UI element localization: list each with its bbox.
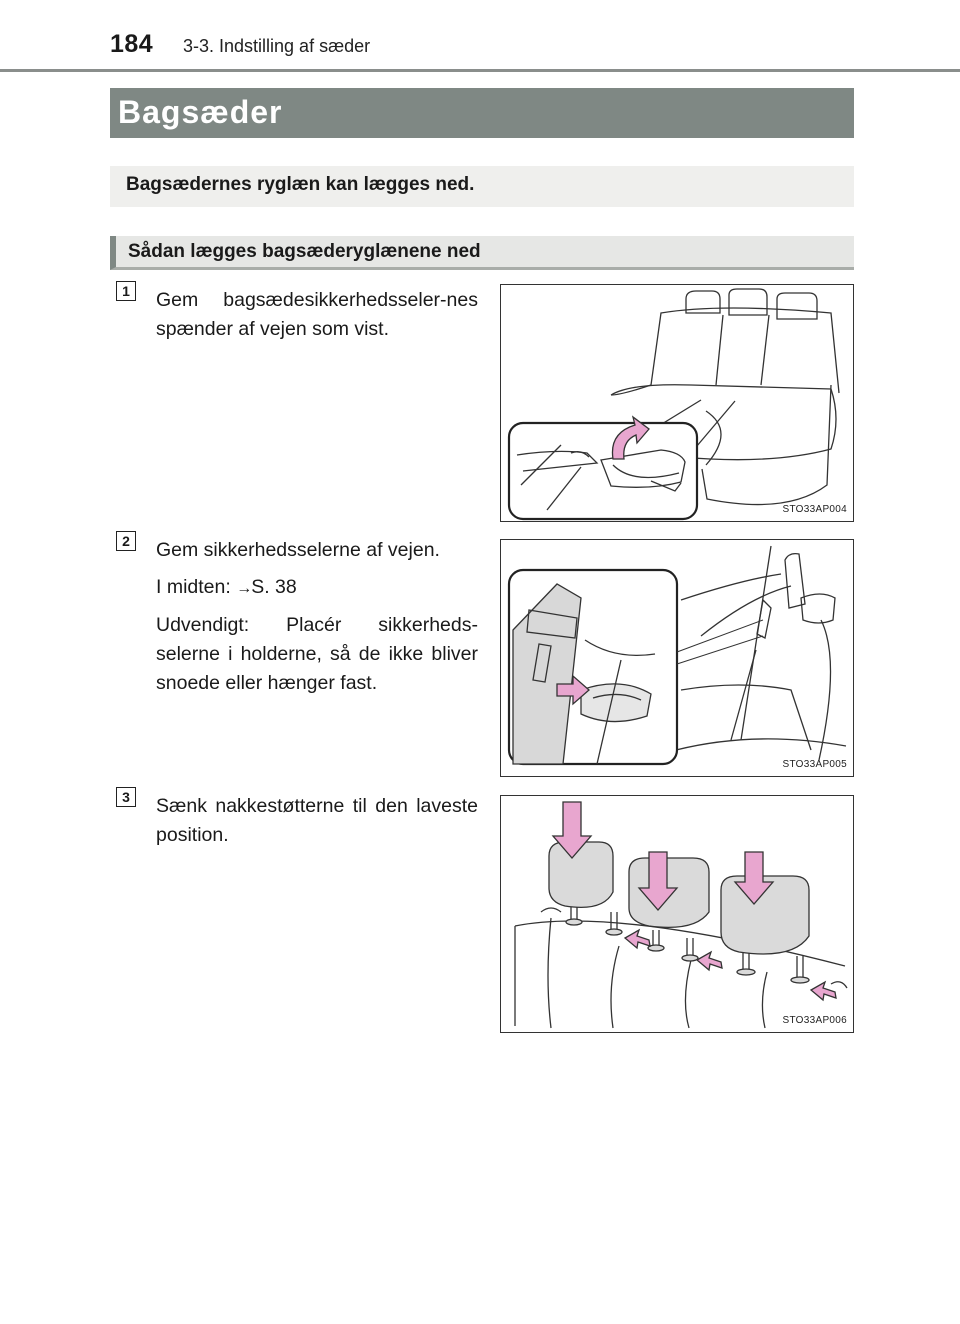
page-number: 184 bbox=[110, 30, 154, 58]
page-reference-link[interactable]: S. 38 bbox=[251, 576, 297, 598]
seatbelt-holder-illustration bbox=[501, 540, 854, 777]
step-1-instruction: Gem bagsædesikkerhedsseler-nes spænder af vejen som vist. bbox=[156, 289, 478, 340]
title-bar bbox=[110, 88, 854, 138]
step-text-1 bbox=[156, 286, 478, 344]
step-2-instruction: Gem sikkerhedsselerne af vejen. bbox=[156, 539, 440, 561]
figure-code-1: STO33AP004 bbox=[782, 504, 847, 515]
figure-seatbelt-buckles bbox=[500, 284, 854, 522]
figure-code-3: STO33AP006 bbox=[782, 1015, 847, 1026]
headrest-illustration bbox=[501, 796, 854, 1033]
figure-seatbelt-holders bbox=[500, 539, 854, 777]
step-number-3: 3 bbox=[116, 787, 136, 807]
intro-box bbox=[110, 166, 854, 207]
step-text-3 bbox=[156, 792, 478, 850]
header-rule bbox=[0, 69, 960, 72]
page-title: Bagsæder bbox=[118, 94, 283, 130]
section-heading bbox=[110, 236, 854, 270]
section-heading-text: Sådan lægges bagsæderyglænene ned bbox=[128, 241, 481, 262]
middle-label: I midten: bbox=[156, 576, 231, 598]
step-3-instruction: Sænk nakkestøtterne til den laveste position. bbox=[156, 795, 478, 846]
figure-code-2: STO33AP005 bbox=[782, 759, 847, 770]
reference-arrow-icon: → bbox=[236, 580, 252, 597]
chapter-title: 3-3. Indstilling af sæder bbox=[183, 36, 371, 56]
step-text-2 bbox=[156, 536, 478, 698]
intro-text: Bagsædernes ryglæn kan lægges ned. bbox=[126, 174, 475, 195]
step-2-middle-note bbox=[156, 573, 478, 603]
step-2-outer-note: Udvendigt: Placér sikkerheds-selerne i holderne, så de ikke bliver snoede eller hænger fast. bbox=[156, 614, 478, 694]
step-number-2: 2 bbox=[116, 531, 136, 551]
step-number-1: 1 bbox=[116, 281, 136, 301]
figure-headrests bbox=[500, 795, 854, 1033]
seatbelt-buckle-illustration bbox=[501, 285, 854, 522]
